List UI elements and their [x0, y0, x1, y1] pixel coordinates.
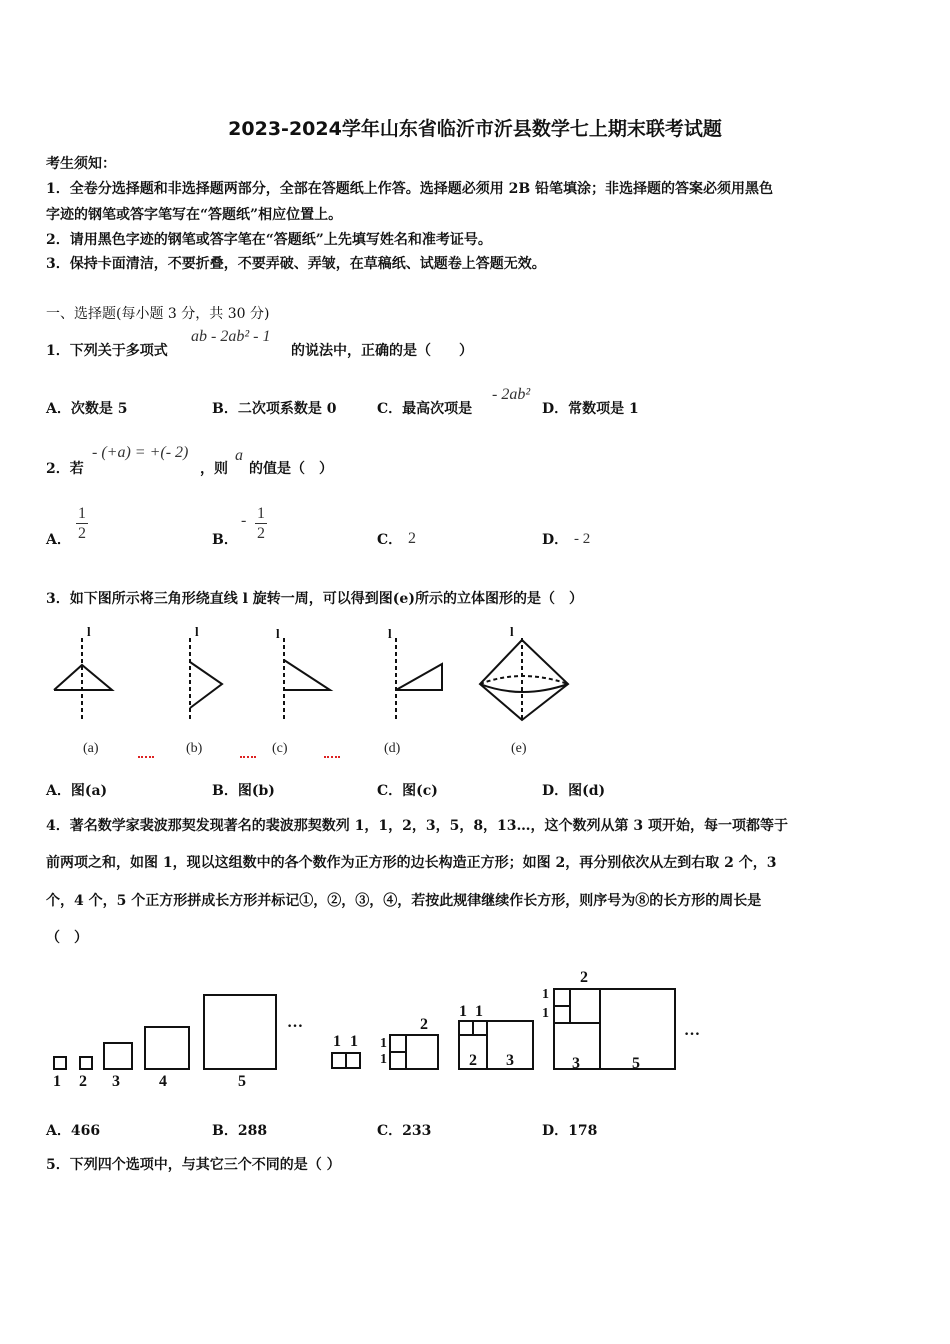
q1-option-c[interactable]: C．最高次项是 — [377, 401, 473, 417]
rect3-label-1: 1 — [459, 1003, 467, 1020]
rect4-label-1: 1 — [542, 987, 549, 1002]
q2-option-b-fraction — [255, 504, 267, 543]
fig-c-caption: (c) — [272, 741, 288, 756]
spellcheck-mark — [138, 753, 154, 758]
q4-stem-line-1: 4．著名数学家裴波那契发现著名的裴波那契数列 1，1，2，3，5，8，13…，这个数列从第 3 项开始，每一项都等于 — [46, 818, 789, 834]
page-title: 2023-2024学年山东省临沂市沂县数学七上期末联考试题 — [228, 118, 722, 140]
rect4-label-2: 2 — [580, 969, 588, 986]
rect3-label-2: 2 — [469, 1052, 477, 1069]
q3-option-b[interactable]: B．图(b) — [212, 783, 275, 799]
rect4-label-3: 3 — [572, 1055, 580, 1072]
spellcheck-mark — [240, 753, 256, 758]
square-2 — [80, 1057, 92, 1069]
q3-option-d[interactable]: D．图(d) — [542, 783, 606, 799]
square-5 — [204, 995, 276, 1069]
spellcheck-mark — [324, 753, 340, 758]
fig1-label-3: 3 — [112, 1073, 120, 1090]
fig-e-front-ellipse — [480, 684, 568, 692]
fig1-label-5: 5 — [238, 1073, 246, 1090]
rect4-label-1b: 1 — [542, 1006, 549, 1021]
q2-variable: a — [235, 447, 243, 464]
rect2-label-1b: 1 — [380, 1052, 387, 1067]
q4-option-d[interactable]: D．178 — [542, 1123, 598, 1139]
q1-stem-prefix: 1．下列关于多项式 — [46, 343, 168, 359]
notice-line-1a: 1．全卷分选择题和非选择题两部分，全部在答题纸上作答。选择题必须用 2B 铅笔填涂；非选择题的答案必须用黑色 — [46, 181, 774, 197]
q2-stem-prefix: 2．若 — [46, 461, 84, 477]
q4-stem-line-3: 个，4 个，5 个正方形拼成长方形并标记①，②，③，④，若按此规律继续作长方形，则序号为⑧的长方形的周长是 — [46, 893, 762, 909]
rect2-label-1: 1 — [380, 1036, 387, 1051]
q4-option-b[interactable]: B．288 — [212, 1123, 268, 1139]
q3-stem: 3．如下图所示将三角形绕直线 l 旋转一周，可以得到图(e)所示的立体图形的是（ ） — [46, 591, 583, 607]
fig-e-back-ellipse — [480, 676, 568, 684]
q2-option-a-denominator: 2 — [78, 525, 86, 542]
fig1-ellipsis: … — [287, 1014, 303, 1031]
square-4 — [145, 1027, 189, 1069]
fig-d-caption: (d) — [384, 741, 401, 756]
q2-option-b-numerator: 1 — [257, 505, 265, 522]
q1-option-c-expr: - 2ab² — [492, 386, 531, 403]
section-heading: 一、选择题(每小题 3 分，共 30 分) — [46, 306, 270, 322]
q2-option-b-denominator: 2 — [257, 525, 265, 542]
q1-stem-suffix: 的说法中，正确的是（ ） — [291, 343, 473, 359]
fig-c-triangle — [284, 660, 330, 690]
fig-c-axis-label: l — [276, 626, 280, 641]
rect1-sq-b — [346, 1053, 360, 1068]
notice-heading: 考生须知： — [46, 156, 116, 172]
q1-option-b[interactable]: B．二次项系数是 0 — [212, 401, 337, 417]
rect1-label-a: 1 — [333, 1033, 341, 1050]
notice-line-3: 3．保持卡面清洁，不要折叠，不要弄破、弄皱，在草稿纸、试题卷上答题无效。 — [46, 256, 546, 272]
q1-option-d[interactable]: D．常数项是 1 — [542, 401, 639, 417]
q2-option-c-value: 2 — [408, 530, 416, 547]
q2-option-a-fraction — [76, 504, 88, 543]
rect3-label-3: 3 — [506, 1052, 514, 1069]
square-1 — [54, 1057, 66, 1069]
q2-equation: - (+a) = +(- 2) — [92, 444, 189, 461]
q5-stem: 5．下列四个选项中，与其它三个不同的是（ ） — [46, 1157, 341, 1173]
fig1-label-1: 1 — [53, 1073, 61, 1090]
rect1-label-b: 1 — [350, 1033, 358, 1050]
q3-option-a[interactable]: A．图(a) — [46, 783, 108, 799]
rect3-label-1b: 1 — [475, 1003, 483, 1020]
fig1-label-2: 2 — [79, 1073, 87, 1090]
fig-b-axis-label: l — [195, 624, 199, 639]
q3-option-c[interactable]: C．图(c) — [377, 783, 438, 799]
q4-stem-line-4: （ ） — [46, 930, 88, 946]
q4-stem-line-2: 前两项之和，如图 1，现以这组数中的各个数作为正方形的边长构造正方形；如图 2，再分别依次从左到右取 2 个，3 — [46, 855, 777, 871]
q4-option-c[interactable]: C．233 — [377, 1123, 432, 1139]
q4-option-a[interactable]: A．466 — [46, 1123, 101, 1139]
q2-option-c[interactable]: C． — [377, 532, 403, 548]
q2-stem-mid: ，则 — [200, 461, 228, 477]
q1-polynomial: ab - 2ab² - 1 — [191, 328, 271, 345]
q2-option-b[interactable]: B． — [212, 532, 238, 548]
fig-a-axis-label: l — [87, 624, 91, 639]
fig-e-outline — [480, 640, 568, 720]
square-3 — [104, 1043, 132, 1069]
q1-option-a[interactable]: A．次数是 5 — [46, 401, 128, 417]
q2-option-d-value: - 2 — [574, 531, 591, 547]
q2-option-b-sign: - — [241, 512, 247, 529]
fig-b-caption: (b) — [186, 741, 203, 756]
q2-option-d[interactable]: D． — [542, 532, 569, 548]
fig-e-axis-label: l — [510, 624, 514, 639]
q4-fibonacci-figures — [40, 985, 710, 1075]
fig-e-caption: (e) — [511, 741, 527, 756]
q2-stem-suffix: 的值是（ ） — [249, 461, 333, 477]
fig-d-axis-label: l — [388, 626, 392, 641]
fig2-ellipsis: … — [684, 1022, 700, 1039]
notice-line-2: 2．请用黑色字迹的钢笔或答字笔在“答题纸”上先填写姓名和准考证号。 — [46, 232, 492, 248]
fig-b-triangle — [190, 662, 222, 708]
rect4-label-5: 5 — [632, 1055, 640, 1072]
fig-d-triangle — [396, 664, 442, 690]
fig-a-caption: (a) — [83, 741, 99, 756]
rect1-sq-a — [332, 1053, 346, 1068]
notice-line-1b: 字迹的钢笔或答字笔写在“答题纸”相应位置上。 — [46, 207, 343, 223]
q2-option-a[interactable]: A． — [46, 532, 71, 548]
q2-option-a-numerator: 1 — [78, 505, 86, 522]
rect2-label-2: 2 — [420, 1016, 428, 1033]
fig1-label-4: 4 — [159, 1073, 167, 1090]
